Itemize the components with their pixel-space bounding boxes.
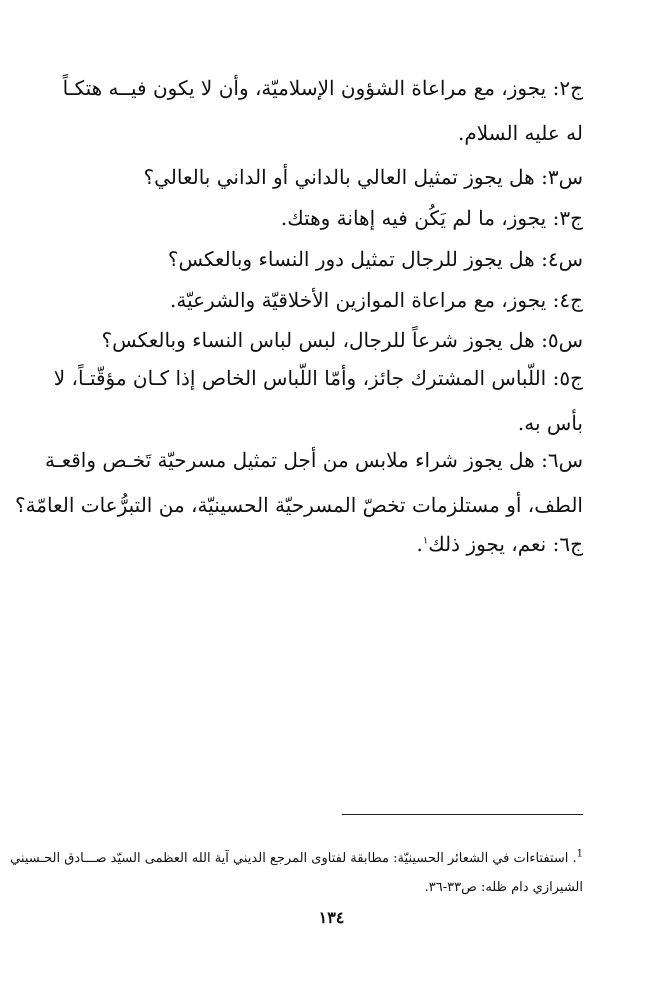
answer-2-line-1: ج٢: يجوز، مع مراعاة الشؤون الإسلاميّة، وأن لا يكون فيــه هتكـاً — [62, 76, 583, 100]
answer-4: ج٤: يجوز، مع مراعاة الموازين الأخلاقيّة والشرعيّة. — [169, 288, 583, 312]
answer-2-line-2: له عليه السلام. — [457, 121, 583, 145]
answer-5-line-2: بأس به. — [517, 411, 583, 435]
answer-6-period: . — [416, 532, 423, 556]
question-4: س٤: هل يجوز للرجال تمثيل دور النساء وبالعكس؟ — [167, 247, 583, 271]
answer-2 — [62, 66, 583, 156]
footnote-line-2: الشيرازي دام ظله: ص٣٣-٣٦. — [424, 880, 583, 895]
answer-5 — [53, 356, 583, 446]
question-5: س٥: هل يجوز شرعاً للرجال، لبس لباس النساء وبالعكس؟ — [101, 328, 583, 352]
question-6-line-2: الطف، أو مستلزمات تخصّ المسرحيّة الحسينيّة، من التبرُّعات العامّة؟ — [14, 493, 583, 517]
footnote-separator — [342, 814, 583, 815]
footnote-line-1 — [10, 844, 583, 873]
page-number: ١٣٤ — [318, 908, 345, 927]
question-6 — [14, 438, 583, 528]
footnote — [10, 844, 583, 902]
answer-5-line-1: ج٥: اللّباس المشترك جائز، وأمّا اللّباس الخاص إذا كـان مؤقّتـاً، لا — [53, 366, 583, 390]
footnote-marker: 1 — [576, 848, 583, 860]
answer-3: ج٣: يجوز، ما لم يَكُن فيه إهانة وهتك. — [280, 206, 583, 230]
footnote-line-1-text: . استفتاءات في الشعائر الحسينيّة: مطابقة لفتاوى المرجع الديني آية الله العظمى السيّد صـــادق الحـسيني — [10, 851, 577, 866]
footnote-reference[interactable]: ١ — [422, 535, 429, 547]
answer-6-text: ج٦: نعم، يجوز ذلك — [428, 532, 583, 556]
question-3: س٣: هل يجوز تمثيل العالي بالداني أو الداني بالعالي؟ — [143, 165, 583, 189]
question-6-line-1: س٦: هل يجوز شراء ملابس من أجل تمثيل مسرحيّة تَخـص واقعـة — [44, 448, 583, 472]
answer-6 — [78, 522, 583, 567]
